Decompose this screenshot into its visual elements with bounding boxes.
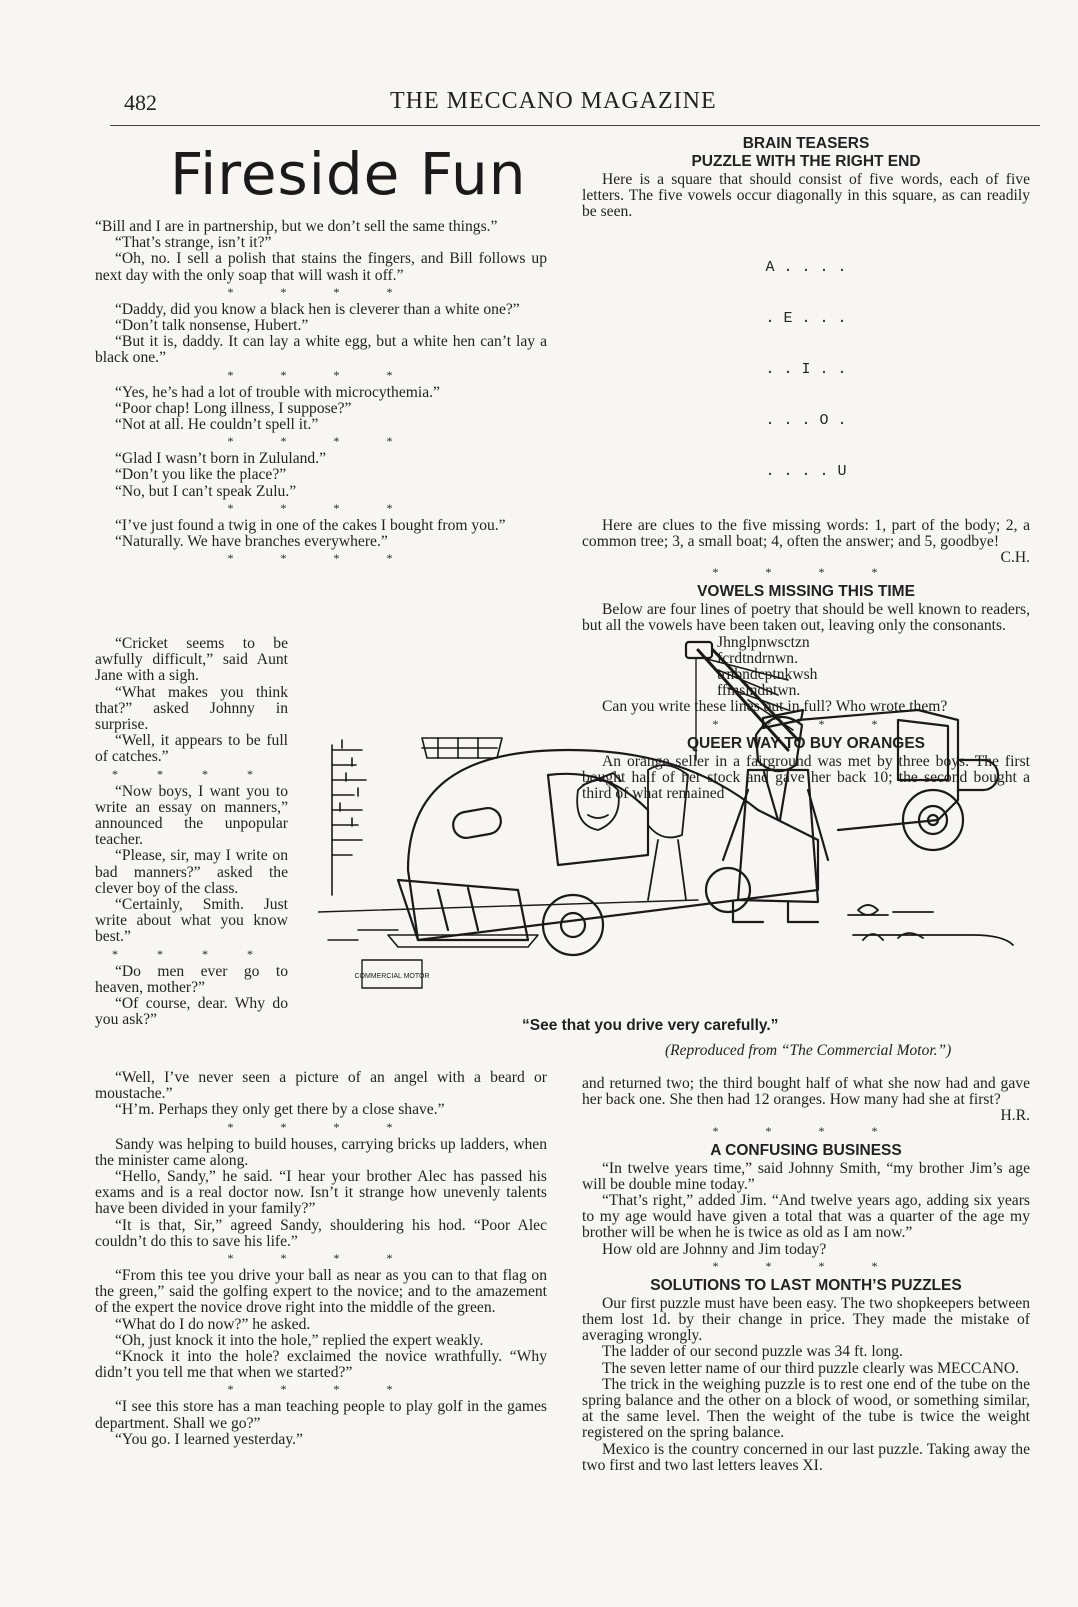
joke-line: “What makes you think that?” asked Johnny in surprise. — [95, 683, 288, 734]
article-title: Fireside Fun — [170, 140, 527, 208]
joke-line: “Naturally. We have branches everywhere.” — [115, 533, 388, 551]
separator-stars: * * * * — [112, 766, 271, 781]
square-row: . E . . . — [765, 309, 847, 327]
puzzle-text: How old are Johnny and Jim today? — [602, 1240, 827, 1258]
joke-line: “It is that, Sir,” agreed Sandy, shouldering his hod. “Poor Alec couldn’t do this to save his life.” — [95, 1216, 547, 1250]
section-heading: BRAIN TEASERS — [742, 135, 870, 152]
joke-line: “Poor chap! Long illness, I suppose?” — [115, 399, 352, 417]
letter-square — [582, 225, 1030, 514]
separator-stars: * * * * — [712, 716, 900, 731]
square-row: . . . . U — [765, 462, 847, 480]
header-rule — [110, 125, 1040, 126]
separator-stars: * * * * — [227, 284, 415, 299]
joke-line: “I see this store has a man teaching people to play golf in the games department. Shall we go?” — [95, 1398, 547, 1432]
puzzle-initials: H.R. — [1000, 1107, 1030, 1125]
joke-line: “Hello, Sandy,” he said. “I hear your brother Alec has passed his exams and is a real doctor now. Isn’t it strange how unevenly talents have been divided in your family?” — [95, 1168, 547, 1218]
separator-stars: * * * * — [227, 500, 415, 515]
left-column-bottom — [95, 1070, 547, 1448]
separator-stars: * * * * — [227, 1251, 415, 1266]
joke-line: “Now boys, I want you to write an essay on manners,” announced the unpopular teacher. — [95, 782, 288, 849]
separator-stars: * * * * — [112, 946, 271, 961]
joke-line: Sandy was helping to build houses, carrying bricks up ladders, when the minister came along. — [95, 1135, 547, 1169]
joke-line: “I’ve just found a twig in one of the cakes I bought from you.” — [115, 516, 506, 534]
solution-text: Mexico is the country concerned in our last puzzle. Taking away the two first and two last letters leaves XI. — [582, 1440, 1030, 1474]
puzzle-text: Below are four lines of poetry that should be well known to readers, but all the vowels have been taken out, leaving only the consonants. — [582, 601, 1030, 635]
puzzle-text: Here is a square that should consist of five words, each of five letters. The five vowels occur diagonally in this square, as can readily be seen. — [582, 171, 1030, 221]
joke-line: “Of course, dear. Why do you ask?” — [95, 995, 288, 1029]
joke-line: “Certainly, Smith. Just write about what you know best.” — [95, 896, 288, 946]
puzzle-clues: Here are clues to the five missing words: 1, part of the body; 2, a common tree; 3, a small boat; 4, often the answer; and 5, goodbye! — [582, 516, 1030, 550]
separator-stars: * * * * — [712, 1123, 900, 1138]
joke-line: “Well, it appears to be full of catches.” — [95, 732, 288, 766]
joke-line: “That’s strange, isn’t it?” — [115, 234, 272, 252]
cartoon-illustration — [318, 640, 1030, 1000]
left-column-top — [95, 219, 547, 568]
puzzle-text: An orange seller in a fairground was met by three boys. The first bought half of her stock and gave her back 10; the second bought a third of what remained — [582, 752, 1030, 803]
solution-text: Our first puzzle must have been easy. The two shopkeepers between them lost 1d. by their change in price. They made the mistake of averaging wrongly. — [582, 1294, 1030, 1345]
separator-stars: * * * * — [712, 565, 900, 580]
solution-text: The ladder of our second puzzle was 34 ft. long. — [602, 1343, 903, 1361]
separator-stars: * * * * — [712, 1258, 900, 1273]
puzzle-heading: PUZZLE WITH THE RIGHT END — [691, 153, 921, 170]
joke-line: “Cricket seems to be awfully difficult,” said Aunt Jane with a sigh. — [95, 635, 288, 685]
puzzle-heading: VOWELS MISSING THIS TIME — [697, 583, 915, 601]
consonant-line: Jhnglpnwsctzn — [717, 633, 810, 651]
joke-line: “Please, sir, may I write on bad manners?” asked the clever boy of the class. — [95, 847, 288, 897]
separator-stars: * * * * — [227, 551, 415, 566]
joke-line: “Daddy, did you know a black hen is cleverer than a white one?” — [115, 300, 520, 318]
square-row: . . I . . — [765, 360, 847, 378]
ground-line — [318, 900, 698, 912]
puzzle-heading: QUEER WAY TO BUY ORANGES — [686, 734, 925, 752]
puzzle-heading: A CONFUSING BUSINESS — [710, 1141, 902, 1159]
page-header — [90, 88, 1045, 128]
puzzle-text: “That’s right,” added Jim. “And twelve years ago, adding six years to my age would have given a total that was a quarter of the age my brother will be when he is twice as old as I am now.” — [582, 1192, 1030, 1242]
joke-line: “From this tee you drive your ball as near as you can to that flag on the green,” said the golfing expert to the novice; and to the amazement of the expert the novice drove right into the middle of the green. — [95, 1267, 547, 1317]
consonant-line: trnbndcptnkwsh — [717, 666, 818, 684]
joke-line: “Well, I’ve never seen a picture of an angel with a beard or moustache.” — [95, 1069, 547, 1103]
joke-line: “Oh, just knock it into the hole,” replied the expert weakly. — [115, 1331, 484, 1349]
square-row: A . . . . — [765, 258, 847, 276]
tow-truck — [686, 642, 998, 850]
left-column-narrow — [95, 636, 288, 1028]
separator-stars: * * * * — [227, 367, 415, 382]
magazine-title: THE MECCANO MAGAZINE — [390, 88, 717, 114]
consonant-line: fcrdtndrnwn. — [717, 649, 798, 667]
puzzle-text: “In twelve years time,” said Johnny Smith, “my brother Jim’s age will be double mine today.” — [582, 1159, 1030, 1193]
page-number: 482 — [124, 90, 157, 115]
joke-line: “No, but I can’t speak Zulu.” — [115, 482, 297, 500]
artist-signature — [848, 905, 1013, 945]
solution-text: The trick in the weighing puzzle is to rest one end of the tube on the spring balance and the other on a block of wood, or something similar, at the same level. Then the weight of the tube is twice the weight registered on the spring balance. — [582, 1375, 1030, 1442]
separator-stars: * * * * — [227, 1119, 415, 1134]
solutions-heading: SOLUTIONS TO LAST MONTH’S PUZZLES — [650, 1276, 962, 1294]
right-column-bottom — [582, 1076, 1030, 1474]
joke-line: “What do I do now?” he asked. — [115, 1315, 311, 1333]
joke-line: “H’m. Perhaps they only get there by a close shave.” — [115, 1101, 445, 1119]
joke-line: “Not at all. He couldn’t spell it.” — [115, 416, 319, 434]
puzzle-text — [582, 1075, 1030, 1125]
puzzle-text-continued: and returned two; the third bought half of what she now had and gave her back one. She then had 12 oranges. How many had she at first? — [582, 1075, 1030, 1109]
joke-line: “You go. I learned yesterday.” — [115, 1430, 303, 1448]
joke-line: “Oh, no. I sell a polish that stains the fingers, and Bill follows up next day with the only soap that will wash it off.” — [95, 250, 547, 284]
joke-line: “Bill and I are in partnership, but we don’t sell the same things.” — [95, 218, 498, 235]
joke-line: “But it is, daddy. It can lay a white egg, but a white hen can’t lay a black one.” — [95, 333, 547, 367]
consonant-line: ffmslndntwn. — [717, 682, 801, 700]
joke-line: “Glad I wasn’t born in Zululand.” — [115, 450, 327, 468]
solution-text: The seven letter name of our third puzzle clearly was MECCANO. — [602, 1359, 1019, 1377]
joke-line: “Knock it into the hole? exclaimed the novice wrathfully. “Why didn’t you tell me that when we started?” — [95, 1348, 547, 1382]
badge-text: COMMERCIAL MOTOR — [354, 973, 430, 980]
joke-line: “Yes, he’s had a lot of trouble with microcythemia.” — [115, 383, 440, 401]
joke-line: “Do men ever go to heaven, mother?” — [95, 962, 288, 996]
illustration-credit: (Reproduced from “The Commercial Motor.”) — [665, 1042, 952, 1059]
joke-line: “Don’t talk nonsense, Hubert.” — [115, 317, 309, 335]
puzzle-text: Can you write these lines out in full? Who wrote them? — [602, 698, 948, 716]
separator-stars: * * * * — [227, 1382, 415, 1397]
puzzle-initials: C.H. — [1000, 549, 1030, 567]
square-row: . . . O . — [765, 411, 847, 429]
driver-figure — [577, 773, 621, 830]
puzzle-text — [582, 516, 1030, 567]
mechanic-figure — [648, 765, 688, 900]
illustration-caption: “See that you drive very carefully.” — [522, 1017, 779, 1034]
separator-stars: * * * * — [227, 434, 415, 449]
joke-line: “Don’t you like the place?” — [115, 466, 287, 484]
